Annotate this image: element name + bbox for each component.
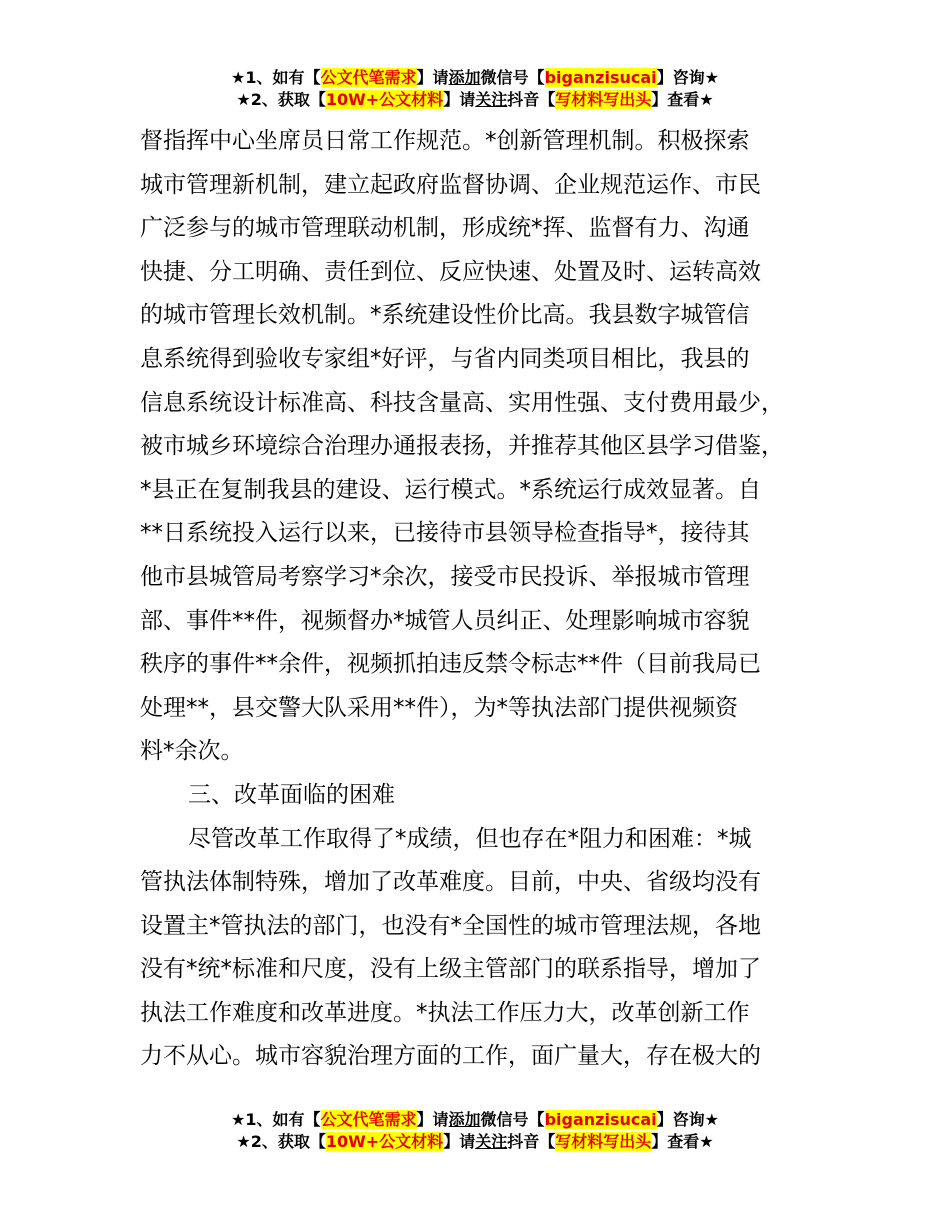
banner-line-1 (0, 67, 950, 89)
banner-highlight: 10W+公文材料 (325, 90, 444, 109)
banner-highlight: 写材料写出头 (555, 90, 652, 109)
banner-underlined: 添加 (448, 68, 481, 87)
banner-text: 】查看★ (651, 1132, 714, 1151)
document-body (140, 120, 830, 1079)
banner-line-2 (0, 1131, 950, 1153)
banner-highlight: biganzisucai (544, 1110, 657, 1129)
banner-underlined: 添加 (448, 1110, 481, 1129)
banner-text: 】请 (443, 90, 476, 109)
text-line: 执法工作难度和改革进度。*执法工作压力大，改革创新工作 (140, 999, 750, 1026)
text-line: 力不从心。城市容貌治理方面的工作，面广量大，存在极大的 (140, 1043, 761, 1070)
banner-highlight: biganzisucai (544, 68, 657, 87)
text-line: 的城市管理长效机制。*系统建设性价比高。我县数字城管信 (140, 302, 750, 329)
banner-text: 】请 (443, 1132, 476, 1151)
text-line: 他市县城管局考察学习*余次，接受市民投诉、举报城市管理 (140, 563, 750, 590)
banner-text: ★2、获取【 (236, 1132, 326, 1151)
section-heading: 三、改革面临的困难 (188, 781, 395, 808)
text-line: 息系统得到验收专家组*好评，与省内同类项目相比，我县的 (140, 345, 750, 372)
banner-line-2 (0, 89, 950, 111)
banner-text: 】查看★ (651, 90, 714, 109)
banner-text: 微信号【 (480, 68, 545, 87)
header-banner (0, 67, 950, 111)
banner-highlight: 公文代笔需求 (320, 1110, 417, 1129)
banner-line-1 (0, 1109, 950, 1131)
text-line: 设置主*管执法的部门，也没有*全国性的城市管理法规，各地 (140, 912, 761, 939)
text-line: 部、事件**件，视频督办*城管人员纠正、处理影响城市容貌 (140, 607, 750, 634)
text-line: 广泛参与的城市管理联动机制，形成统*挥、监督有力、沟通 (140, 215, 750, 242)
banner-text: 抖音【 (507, 1132, 556, 1151)
banner-text: 抖音【 (507, 90, 556, 109)
text-line: 快捷、分工明确、责任到位、反应快速、处置及时、运转高效 (140, 258, 761, 285)
banner-text: ★2、获取【 (236, 90, 326, 109)
banner-text: 】请 (416, 1110, 449, 1129)
text-line: *县正在复制我县的建设、运行模式。*系统运行成效显著。自 (140, 476, 761, 503)
text-line: 料*余次。 (140, 738, 244, 765)
banner-text: 】咨询★ (656, 1110, 719, 1129)
text-line: 信息系统设计标准高、科技含量高、实用性强、支付费用最少， (140, 389, 784, 416)
text-line: 处理**，县交警大队采用**件），为*等执法部门提供视频资 (140, 694, 738, 721)
banner-text: 】咨询★ (656, 68, 719, 87)
banner-highlight: 公文代笔需求 (320, 68, 417, 87)
text-line: 秩序的事件**余件，视频抓拍违反禁令标志**件（目前我局已 (140, 651, 761, 678)
text-line: 管执法体制特殊，增加了改革难度。目前，中央、省级均没有 (140, 869, 761, 896)
footer-banner (0, 1109, 950, 1153)
text-line: **日系统投入运行以来，已接待市县领导检查指导*，接待其 (140, 520, 750, 547)
text-line: 没有*统*标准和尺度，没有上级主管部门的联系指导，增加了 (140, 956, 761, 983)
banner-text: ★1、如有【 (231, 1110, 321, 1129)
banner-highlight: 写材料写出头 (555, 1132, 652, 1151)
banner-text: 】请 (416, 68, 449, 87)
banner-text: 微信号【 (480, 1110, 545, 1129)
text-line: 被市城乡环境综合治理办通报表扬，并推荐其他区县学习借鉴， (140, 433, 784, 460)
text-line: 尽管改革工作取得了*成绩，但也存在*阻力和困难：*城 (188, 825, 752, 852)
banner-text: ★1、如有【 (231, 68, 321, 87)
banner-underlined: 关注 (475, 1132, 508, 1151)
banner-highlight: 10W+公文材料 (325, 1132, 444, 1151)
text-line: 城市管理新机制，建立起政府监督协调、企业规范运作、市民 (140, 171, 761, 198)
text-line: 督指挥中心坐席员日常工作规范。*创新管理机制。积极探索 (140, 128, 750, 154)
banner-underlined: 关注 (475, 90, 508, 109)
